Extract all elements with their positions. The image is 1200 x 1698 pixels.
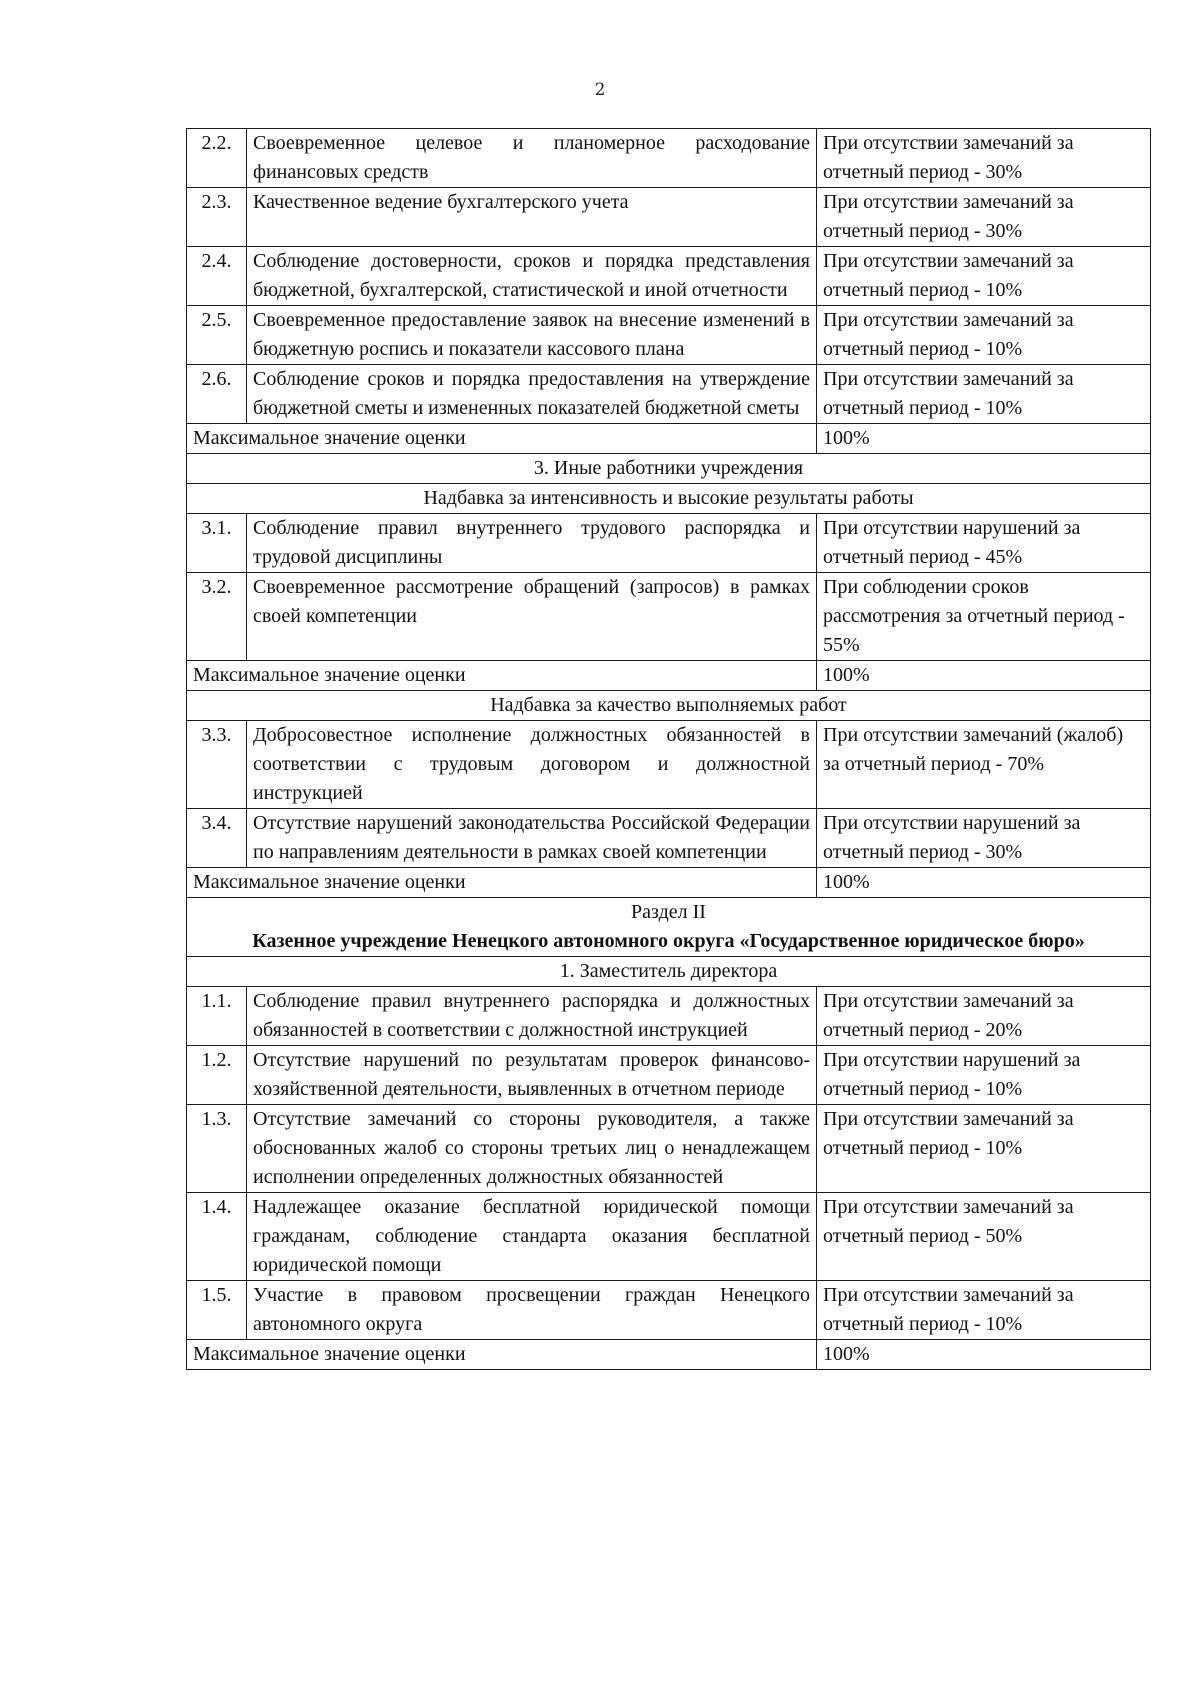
group-heading-row — [187, 691, 1151, 721]
item-number: 3.4. — [187, 809, 247, 868]
group-heading-row — [187, 454, 1151, 484]
item-number: 2.2. — [187, 129, 247, 188]
item-number: 3.2. — [187, 573, 247, 661]
total-row — [187, 868, 1151, 898]
item-number: 1.1. — [187, 987, 247, 1046]
criterion-text: Добросовестное исполнение должностных обязанностей в соответствии с трудовым договором и должностной инструкцией — [247, 721, 817, 809]
criterion-text: Соблюдение сроков и порядка предоставления на утверждение бюджетной сметы и измененных показателей бюджетной сметы — [247, 365, 817, 424]
item-number: 2.4. — [187, 247, 247, 306]
item-number: 1.2. — [187, 1046, 247, 1105]
group-heading: Надбавка за качество выполняемых работ — [187, 691, 1151, 721]
criterion-row — [187, 306, 1151, 365]
criterion-text: Отсутствие замечаний со стороны руководителя, а также обоснованных жалоб со стороны третьих лиц о ненадлежащем исполнении определенных должностных обязанностей — [247, 1105, 817, 1193]
evaluation-criteria-table — [186, 128, 1151, 1370]
condition-text: При соблюдении сроков рассмотрения за отчетный период - 55% — [817, 573, 1151, 661]
group-heading-row — [187, 957, 1151, 987]
criterion-text: Участие в правовом просвещении граждан Ненецкого автономного округа — [247, 1281, 817, 1340]
item-number: 2.3. — [187, 188, 247, 247]
criterion-text: Отсутствие нарушений по результатам проверок финансово-хозяйственной деятельности, выявленных в отчетном периоде — [247, 1046, 817, 1105]
condition-text: При отсутствии замечаний за отчетный период - 10% — [817, 1281, 1151, 1340]
criterion-row — [187, 573, 1151, 661]
total-value: 100% — [817, 1340, 1151, 1370]
group-heading: Надбавка за интенсивность и высокие результаты работы — [187, 484, 1151, 514]
condition-text: При отсутствии замечаний за отчетный период - 20% — [817, 987, 1151, 1046]
total-label: Максимальное значение оценки — [187, 661, 817, 691]
criterion-row — [187, 514, 1151, 573]
item-number: 1.3. — [187, 1105, 247, 1193]
condition-text: При отсутствии замечаний за отчетный период - 30% — [817, 129, 1151, 188]
total-row — [187, 1340, 1151, 1370]
criterion-row — [187, 129, 1151, 188]
total-value: 100% — [817, 661, 1151, 691]
criterion-text: Своевременное рассмотрение обращений (запросов) в рамках своей компетенции — [247, 573, 817, 661]
section-heading — [187, 898, 1151, 957]
item-number: 1.5. — [187, 1281, 247, 1340]
total-label: Максимальное значение оценки — [187, 1340, 817, 1370]
criterion-row — [187, 987, 1151, 1046]
criterion-text: Своевременное предоставление заявок на внесение изменений в бюджетную роспись и показатели кассового плана — [247, 306, 817, 365]
criterion-row — [187, 809, 1151, 868]
condition-text: При отсутствии замечаний за отчетный период - 10% — [817, 247, 1151, 306]
section-number: Раздел II — [631, 901, 706, 923]
criterion-row — [187, 1281, 1151, 1340]
criterion-row — [187, 247, 1151, 306]
page-number: 2 — [594, 80, 606, 100]
criterion-text: Качественное ведение бухгалтерского учета — [247, 188, 817, 247]
criterion-text: Надлежащее оказание бесплатной юридической помощи гражданам, соблюдение стандарта оказания бесплатной юридической помощи — [247, 1193, 817, 1281]
table-body — [187, 129, 1151, 1370]
total-row — [187, 424, 1151, 454]
criterion-row — [187, 1046, 1151, 1105]
group-heading-row — [187, 484, 1151, 514]
condition-text: При отсутствии замечаний за отчетный период - 10% — [817, 1105, 1151, 1193]
total-value: 100% — [817, 424, 1151, 454]
condition-text: При отсутствии замечаний за отчетный период - 50% — [817, 1193, 1151, 1281]
condition-text: При отсутствии замечаний за отчетный период - 10% — [817, 306, 1151, 365]
total-label: Максимальное значение оценки — [187, 868, 817, 898]
section-heading-row — [187, 898, 1151, 957]
group-heading: 1. Заместитель директора — [187, 957, 1151, 987]
criterion-text: Соблюдение правил внутреннего трудового распорядка и трудовой дисциплины — [247, 514, 817, 573]
criterion-text: Своевременное целевое и планомерное расходование финансовых средств — [247, 129, 817, 188]
criterion-text: Соблюдение достоверности, сроков и порядка представления бюджетной, бухгалтерской, статистической и иной отчетности — [247, 247, 817, 306]
condition-text: При отсутствии замечаний (жалоб) за отчетный период - 70% — [817, 721, 1151, 809]
criterion-text: Отсутствие нарушений законодательства Российской Федерации по направлениям деятельности в рамках своей компетенции — [247, 809, 817, 868]
criterion-row — [187, 1193, 1151, 1281]
condition-text: При отсутствии замечаний за отчетный период - 10% — [817, 365, 1151, 424]
total-value: 100% — [817, 868, 1151, 898]
condition-text: При отсутствии нарушений за отчетный период - 10% — [817, 1046, 1151, 1105]
condition-text: При отсутствии нарушений за отчетный период - 30% — [817, 809, 1151, 868]
total-row — [187, 661, 1151, 691]
criterion-row — [187, 721, 1151, 809]
criterion-row — [187, 365, 1151, 424]
item-number: 2.6. — [187, 365, 247, 424]
criterion-row — [187, 188, 1151, 247]
institution-name: Казенное учреждение Ненецкого автономного округа «Государственное юридическое бюро» — [252, 930, 1085, 952]
total-label: Максимальное значение оценки — [187, 424, 817, 454]
item-number: 3.1. — [187, 514, 247, 573]
group-heading: 3. Иные работники учреждения — [187, 454, 1151, 484]
criterion-row — [187, 1105, 1151, 1193]
item-number: 3.3. — [187, 721, 247, 809]
item-number: 1.4. — [187, 1193, 247, 1281]
condition-text: При отсутствии нарушений за отчетный период - 45% — [817, 514, 1151, 573]
condition-text: При отсутствии замечаний за отчетный период - 30% — [817, 188, 1151, 247]
item-number: 2.5. — [187, 306, 247, 365]
criterion-text: Соблюдение правил внутреннего распорядка и должностных обязанностей в соответствии с должностной инструкцией — [247, 987, 817, 1046]
